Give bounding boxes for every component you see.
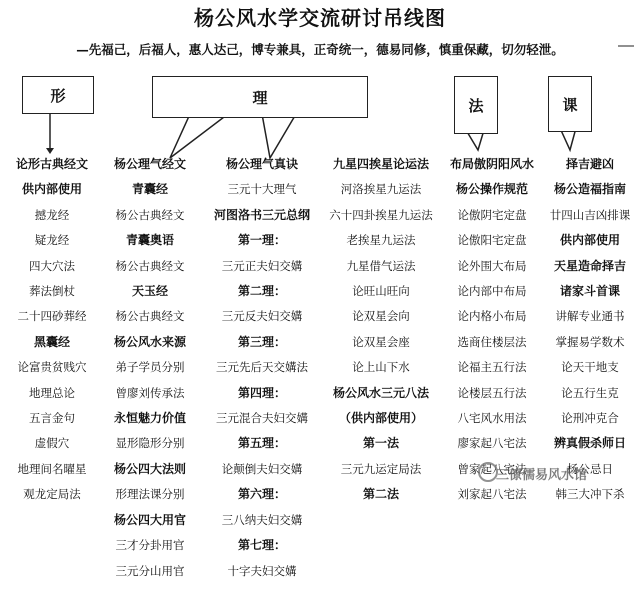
list-item: 掌握易学数术 xyxy=(555,334,625,349)
list-item: 地理间名曜星 xyxy=(17,461,87,476)
list-item: 曾家起八宅法 xyxy=(457,461,527,476)
list-item: 形理法课分别 xyxy=(115,487,185,502)
list-item: 论旺山旺向 xyxy=(352,284,410,299)
list-item: 杨公四大用官 xyxy=(113,512,186,527)
list-item: 杨公理气真诀 xyxy=(225,157,298,171)
list-item: 杨公风水来源 xyxy=(113,334,186,349)
list-item: 葬法倒杖 xyxy=(29,284,75,299)
list-item: 韩三大冲下杀 xyxy=(555,487,625,502)
list-item: 三元十大理气 xyxy=(227,182,297,197)
list-item: 第五理： xyxy=(237,436,286,451)
list-item: 杨公忌日 xyxy=(567,461,613,476)
list-item: 天星造命择吉 xyxy=(553,258,626,273)
list-item: 杨公造福指南 xyxy=(553,182,626,197)
list-item: 三元混合夫妇交媾 xyxy=(216,411,308,426)
list-item: 地理总论 xyxy=(29,385,75,400)
watermark: 三僚儒易风水馆 xyxy=(496,468,588,483)
callout-li xyxy=(152,76,368,118)
list-item: 论傲阳宅定盘 xyxy=(457,233,527,248)
callout-xing xyxy=(22,76,94,114)
list-item: 论天干地支 xyxy=(561,360,619,375)
list-item: 论内格小布局 xyxy=(457,309,527,324)
list-item: 杨公古典经文 xyxy=(115,258,185,273)
list-item: 讲解专业通书 xyxy=(555,309,625,324)
list-item: 观龙定局法 xyxy=(23,487,81,502)
list-item: 论双星会向 xyxy=(352,309,410,324)
column-li-3 xyxy=(322,158,440,514)
list-item: 青囊经 xyxy=(131,182,168,197)
list-item: 五言金句 xyxy=(29,411,75,426)
list-item: 第七理： xyxy=(237,538,286,553)
list-item: 河洛挨星九运法 xyxy=(340,182,422,197)
list-item: 六十四卦挨星九运法 xyxy=(329,207,433,222)
list-item: 二十四砂葬经 xyxy=(17,309,87,324)
list-item: 疑龙经 xyxy=(34,233,70,248)
list-item: （供内部使用） xyxy=(338,411,423,426)
list-item: 刘家起八宅法 xyxy=(457,487,527,502)
column-li-2 xyxy=(206,158,318,590)
list-item: 河图洛书三元总纲 xyxy=(213,207,310,222)
list-item: 择吉避凶 xyxy=(565,157,614,171)
list-item: 杨公操作规范 xyxy=(455,182,528,197)
list-item: 廿四山吉凶排课 xyxy=(549,207,631,222)
list-item: 虚假穴 xyxy=(34,436,70,451)
list-item: 三元反夫妇交媾 xyxy=(221,309,303,324)
list-item: 论刑冲克合 xyxy=(561,411,619,426)
list-item: 诸家斗首课 xyxy=(559,284,620,299)
list-item: 论双星会座 xyxy=(352,334,410,349)
list-item: 供内部使用 xyxy=(559,233,620,248)
list-item: 三元九运定局法 xyxy=(340,461,422,476)
list-item: 三元正夫妇交媾 xyxy=(221,258,303,273)
list-item: 杨公四大法则 xyxy=(113,461,186,476)
list-item: 论富贵贫贱穴 xyxy=(17,360,87,375)
list-item: 曾廖刘传承法 xyxy=(115,385,185,400)
callout-ke xyxy=(548,76,592,132)
list-item: 第六理： xyxy=(237,487,286,502)
list-item: 显形隐形分别 xyxy=(115,436,185,451)
list-item: 布局傲阴阳风水 xyxy=(449,157,534,171)
list-item: 辨真假杀师日 xyxy=(553,436,626,451)
list-item: 三元分山用官 xyxy=(115,563,185,578)
list-item: 杨公理气经文 xyxy=(113,157,186,171)
list-item: 供内部使用 xyxy=(21,182,82,197)
list-item: 选商住楼层法 xyxy=(457,334,527,349)
list-item: 杨公古典经文 xyxy=(115,309,185,324)
list-item: 论楼层五行法 xyxy=(457,385,527,400)
list-item: 三元先后天交媾法 xyxy=(216,360,308,375)
list-item: 第三理： xyxy=(237,334,286,349)
list-item: 老挨星九运法 xyxy=(346,233,416,248)
list-item: 三八纳夫妇交媾 xyxy=(221,512,303,527)
list-item: 第一法 xyxy=(362,436,399,451)
callout-fa-label: 法 xyxy=(468,96,484,115)
callout-ke-label: 课 xyxy=(562,95,578,114)
list-item: 第四理： xyxy=(237,385,286,400)
list-item: 论上山下水 xyxy=(352,360,410,375)
list-item: 论福主五行法 xyxy=(457,360,527,375)
list-item: 第一理： xyxy=(237,233,286,248)
list-item: 论傲阴宅定盘 xyxy=(457,207,527,222)
list-item: 三才分卦用官 xyxy=(115,538,185,553)
list-item: 青囊奥语 xyxy=(125,233,174,248)
list-item: 撼龙经 xyxy=(34,207,70,222)
list-item: 黑囊经 xyxy=(33,334,70,349)
column-li-1 xyxy=(100,158,200,590)
watermark-icon xyxy=(478,462,498,482)
list-item: 八宅风水用法 xyxy=(457,411,527,426)
callout-xing-label: 形 xyxy=(50,86,66,105)
list-item: 永恒魅力价值 xyxy=(113,411,186,426)
list-item: 十字夫妇交媾 xyxy=(227,563,297,578)
list-item: 弟子学员分别 xyxy=(115,360,185,375)
list-item: 九星四挨星论运法 xyxy=(332,157,429,171)
list-item: 论外围大布局 xyxy=(457,258,527,273)
list-item: 论形古典经文 xyxy=(15,157,88,171)
list-item: 廖家起八宅法 xyxy=(457,436,527,451)
list-item: 论内部中布局 xyxy=(457,284,527,299)
list-item: 天玉经 xyxy=(131,284,168,299)
list-item: 论五行生克 xyxy=(561,385,619,400)
column-ke xyxy=(542,158,638,514)
list-item: 第二法 xyxy=(362,487,399,502)
callout-li-label: 理 xyxy=(252,88,268,107)
list-item: 第二理： xyxy=(237,284,286,299)
list-item: 论颠倒夫妇交媾 xyxy=(221,461,303,476)
list-item: 四大穴法 xyxy=(29,258,75,273)
page-title: 杨公风水学交流研讨吊线图 xyxy=(194,6,446,30)
callout-fa xyxy=(454,76,498,134)
list-item: 杨公古典经文 xyxy=(115,207,185,222)
list-item: 九星借气运法 xyxy=(346,258,416,273)
column-fa xyxy=(444,158,540,514)
page-subtitle: —先福己，后福人，惠人达己，博专兼具，正奇统一，德易同修，慎重保藏，切勿轻泄。 xyxy=(76,42,564,57)
list-item: 杨公风水三元八法 xyxy=(332,385,429,400)
column-xing xyxy=(4,158,100,514)
